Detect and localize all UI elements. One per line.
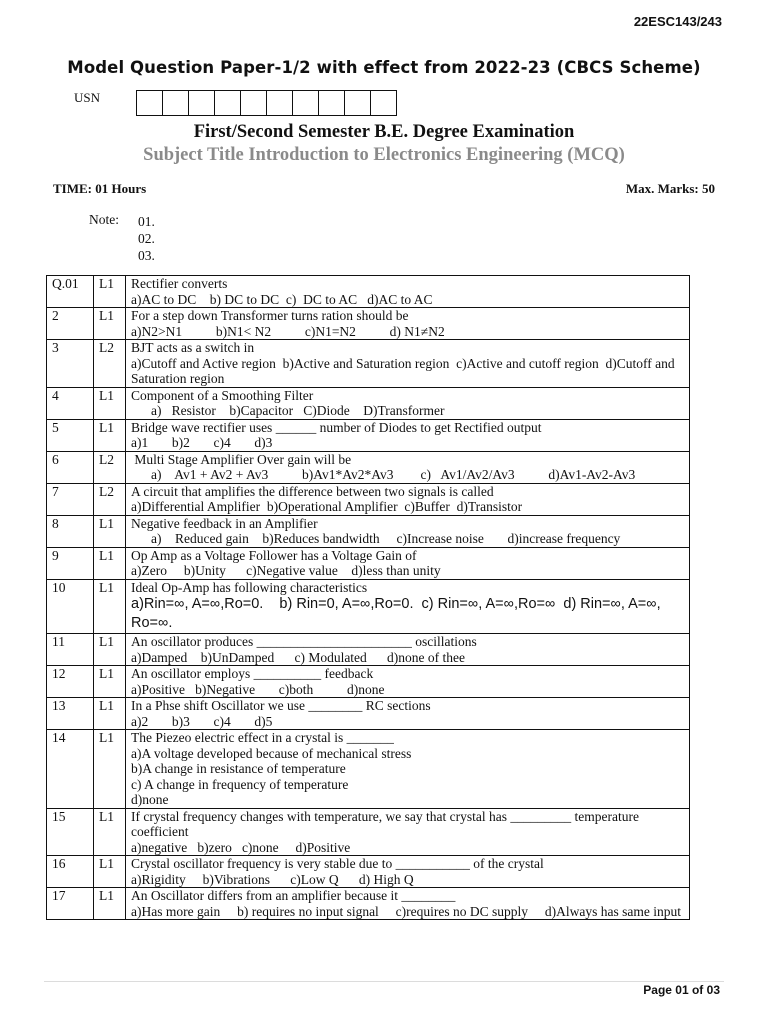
question-number: 10: [47, 579, 94, 634]
question-number: 16: [47, 856, 94, 888]
question-options: a)Rin=∞, A=∞,Ro=0. b) Rin=0, A=∞,Ro=0. c) Rin=∞, A=∞,Ro=∞ d) Rin=∞, A=∞, Ro=∞.: [131, 596, 665, 631]
max-marks: Max. Marks: 50: [625, 181, 715, 196]
question-level: L1: [94, 308, 126, 340]
question-stem: An Oscillator differs from an amplifier because it ________: [131, 888, 456, 903]
question-level: L1: [94, 856, 126, 888]
footer-divider: [44, 981, 724, 982]
paper-title: Model Question Paper-1/2 with effect from 2022-23 (CBCS Scheme): [67, 58, 701, 77]
question-stem: Rectifier converts: [131, 276, 228, 291]
usn-box: [214, 90, 241, 116]
question-row: [47, 888, 690, 920]
question-stem: If crystal frequency changes with temperature, we say that crystal has _________ temperature coefficient: [131, 808, 643, 839]
question-row: [47, 387, 690, 419]
question-level: L2: [94, 340, 126, 388]
question-level: L2: [94, 451, 126, 483]
question-row: [47, 451, 690, 483]
question-row: [47, 308, 690, 340]
exam-title: First/Second Semester B.E. Degree Examination: [193, 122, 575, 142]
question-options: c) A change in frequency of temperature: [131, 776, 349, 792]
question-stem: Bridge wave rectifier uses ______ number of Diodes to get Rectified output: [131, 419, 542, 435]
question-row: [47, 856, 690, 888]
question-row: [47, 340, 690, 388]
question-stem: A circuit that amplifies the difference between two signals is called: [131, 483, 494, 499]
question-options: d)none: [131, 792, 169, 807]
question-options: a)N2>N1 b)N1< N2 c)N1=N2 d) N1≠N2: [131, 323, 445, 339]
question-text: [126, 547, 690, 579]
question-options: a)AC to DC b) DC to DC c) DC to AC d)AC to AC: [131, 291, 433, 307]
question-level: L1: [94, 579, 126, 634]
time-allowed: TIME: 01 Hours: [53, 181, 147, 196]
question-text: [126, 515, 690, 547]
question-level: L1: [94, 276, 126, 308]
question-row: [47, 730, 690, 809]
question-stem: BJT acts as a switch in: [131, 340, 255, 355]
question-level: L1: [94, 666, 126, 698]
question-options: b)A change in resistance of temperature: [131, 761, 346, 776]
question-row: [47, 515, 690, 547]
question-row: [47, 276, 690, 308]
question-row: [47, 634, 690, 666]
question-options: a)Zero b)Unity c)Negative value d)less than unity: [131, 563, 441, 578]
question-stem: Crystal oscillator frequency is very stable due to ___________ of the crystal: [131, 856, 544, 871]
question-level: L1: [94, 634, 126, 666]
question-number: 8: [47, 515, 94, 547]
question-options: a)A voltage developed because of mechanical stress: [131, 745, 412, 761]
questions-table: [46, 275, 690, 920]
usn-box: [162, 90, 189, 116]
usn-box: [344, 90, 371, 116]
question-stem: The Piezeo electric effect in a crystal is _______: [131, 730, 394, 745]
question-text: [126, 666, 690, 698]
question-options: a)Differential Amplifier b)Operational Amplifier c)Buffer d)Transistor: [131, 499, 523, 514]
question-row: [47, 419, 690, 451]
note-items: [138, 213, 155, 264]
question-number: 14: [47, 730, 94, 809]
question-number: 7: [47, 483, 94, 515]
usn-box: [370, 90, 397, 116]
question-stem: In a Phse shift Oscillator we use ________ RC sections: [131, 698, 431, 713]
question-level: L1: [94, 698, 126, 730]
note-item: 01.: [138, 214, 155, 229]
question-options: a)Damped b)UnDamped c) Modulated d)none of thee: [131, 649, 466, 665]
usn-box: [188, 90, 215, 116]
question-text: [126, 888, 690, 920]
question-text: [126, 308, 690, 340]
question-options: a) Av1 + Av2 + Av3 b)Av1*Av2*Av3 c) Av1/Av2/Av3 d)Av1-Av2-Av3: [151, 467, 636, 482]
question-stem: Ideal Op-Amp has following characteristics: [131, 579, 368, 595]
question-number: 17: [47, 888, 94, 920]
question-row: [47, 808, 690, 856]
usn-box: [292, 90, 319, 116]
question-number: 11: [47, 634, 94, 666]
question-number: 9: [47, 547, 94, 579]
question-text: [126, 276, 690, 308]
note-item: 03.: [138, 248, 155, 263]
page-number: Page 01 of 03: [643, 983, 720, 997]
question-text: [126, 340, 690, 388]
question-level: L1: [94, 888, 126, 920]
question-row: [47, 547, 690, 579]
question-level: L2: [94, 483, 126, 515]
question-number: 15: [47, 808, 94, 856]
question-stem: Component of a Smoothing Filter: [131, 387, 314, 403]
question-row: [47, 698, 690, 730]
question-level: L1: [94, 730, 126, 809]
question-text: [126, 483, 690, 515]
question-options: a) Resistor b)Capacitor C)Diode D)Transformer: [151, 403, 445, 418]
question-row: [47, 666, 690, 698]
question-stem: For a step down Transformer turns ration should be: [131, 308, 409, 323]
usn-box: [266, 90, 293, 116]
question-text: [126, 579, 690, 634]
question-options: a)negative b)zero c)none d)Positive: [131, 839, 351, 855]
question-level: L1: [94, 547, 126, 579]
question-stem: Multi Stage Amplifier Over gain will be: [131, 451, 352, 467]
question-options: a)Has more gain b) requires no input signal c)requires no DC supply d)Always has same input: [131, 903, 682, 919]
note-item: 02.: [138, 231, 155, 246]
question-stem: An oscillator produces _______________________ oscillations: [131, 634, 477, 649]
question-number: 12: [47, 666, 94, 698]
usn-box: [240, 90, 267, 116]
question-stem: Negative feedback in an Amplifier: [131, 515, 318, 531]
question-stem: An oscillator employs __________ feedback: [131, 666, 374, 681]
question-text: [126, 387, 690, 419]
question-number: 6: [47, 451, 94, 483]
question-text: [126, 419, 690, 451]
question-text: [126, 634, 690, 666]
question-number: 2: [47, 308, 94, 340]
question-level: L1: [94, 515, 126, 547]
question-options: a)1 b)2 c)4 d)3: [131, 435, 273, 450]
question-row: [47, 579, 690, 634]
question-text: [126, 856, 690, 888]
question-level: L1: [94, 419, 126, 451]
question-options: a) Reduced gain b)Reduces bandwidth c)Increase noise d)increase frequency: [151, 531, 621, 546]
question-text: [126, 451, 690, 483]
usn-box: [136, 90, 163, 116]
note-label: Note:: [89, 212, 119, 227]
question-number: 4: [47, 387, 94, 419]
question-options: a)Cutoff and Active region b)Active and Saturation region c)Active and cutoff region d)Cutoff and Saturation region: [131, 355, 678, 386]
usn-boxes: [136, 90, 396, 116]
question-options: a)2 b)3 c)4 d)5: [131, 713, 273, 729]
question-stem: Op Amp as a Voltage Follower has a Voltage Gain of: [131, 547, 417, 563]
question-number: 3: [47, 340, 94, 388]
paper-code: 22ESC143/243: [633, 14, 722, 29]
question-text: [126, 730, 690, 809]
question-row: [47, 483, 690, 515]
question-options: a)Rigidity b)Vibrations c)Low Q d) High Q: [131, 871, 414, 887]
question-level: L1: [94, 808, 126, 856]
question-number: Q.01: [47, 276, 94, 308]
question-options: a)Positive b)Negative c)both d)none: [131, 681, 385, 697]
usn-label: USN: [74, 90, 101, 105]
question-level: L1: [94, 387, 126, 419]
question-number: 13: [47, 698, 94, 730]
subject-title: Subject Title Introduction to Electronics Engineering (MCQ): [143, 145, 625, 165]
question-text: [126, 808, 690, 856]
usn-box: [318, 90, 345, 116]
question-number: 5: [47, 419, 94, 451]
question-text: [126, 698, 690, 730]
